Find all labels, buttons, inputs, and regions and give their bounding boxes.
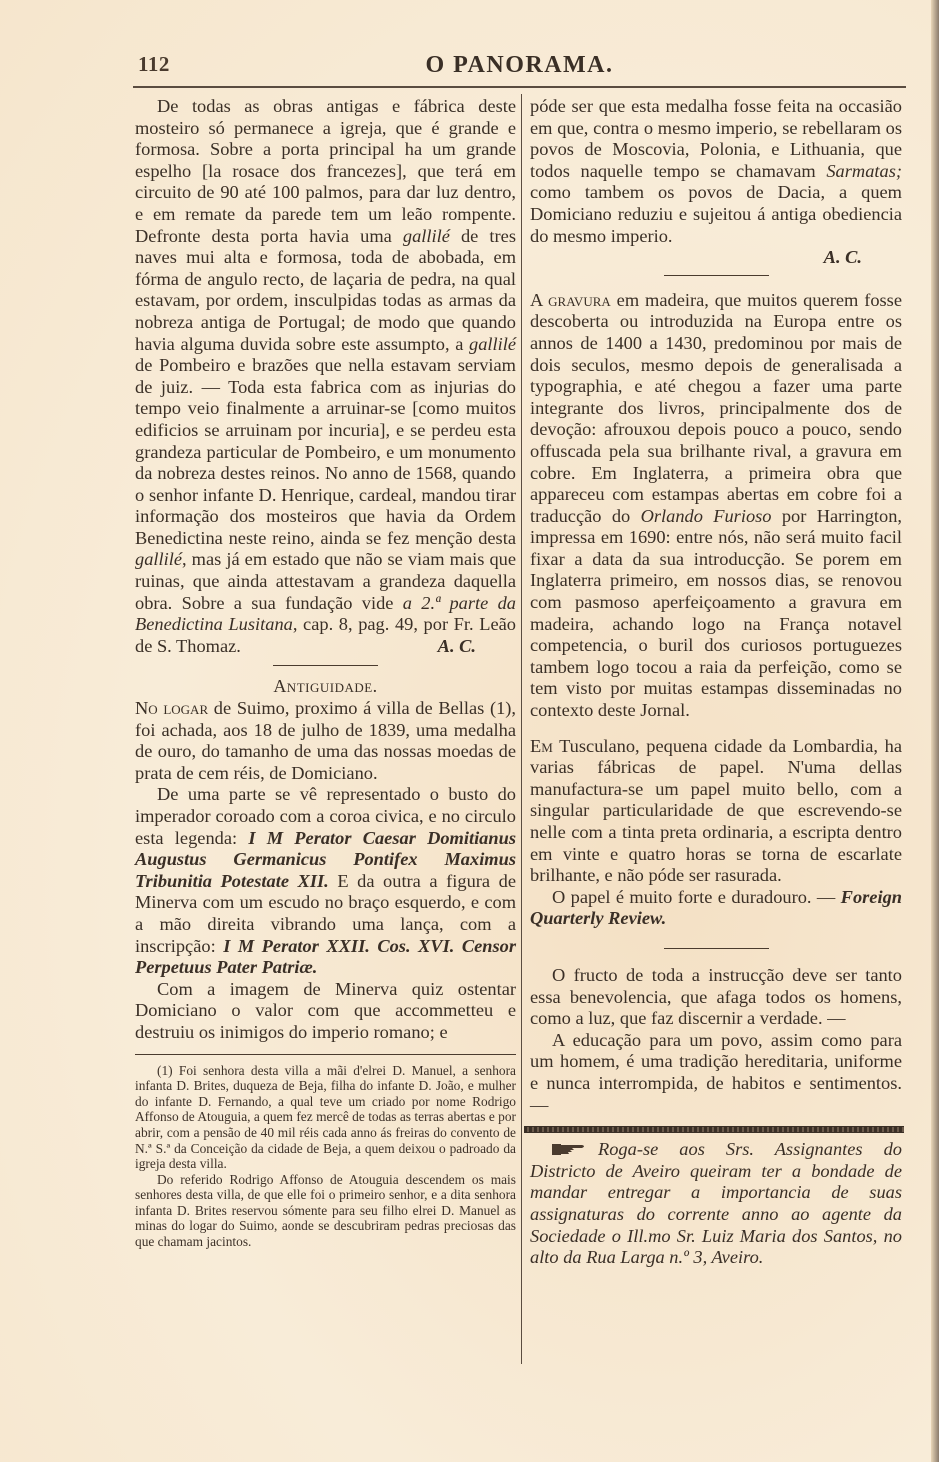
text: de Suimo, proximo á villa de Bellas (1), foi achada, aos 18 de julho de 1839, uma medalha de ouro, do tamanho de uma das nossas moedas de prata de cem réis, de Domiciano. [135,698,516,783]
page-edge-shadow [931,0,939,1462]
inscription: I M Perator Caesar Domitianus Augustus Germanicus Pontifex Maximus Tribunitia Potestate XII. [135,827,516,891]
text: , cap. 8, pag. 49, por Fr. Leão de S. Thomaz. [135,614,516,656]
section-heading: Antiguidade. [273,676,378,697]
pointing-hand-icon [552,1141,588,1157]
text: por Harrington, impressa em 1690: entre nós, não será muito facil fixar a data da sua introducção. Se porem em Inglaterra primeiro, em nossos dias, se renovou com pasmoso aperfeiçoamento a gravura em madeira, achando logo na França notavel competencia, o buril dos curiosos portuguezes tambem logo tocou a raia da perfeição, como se tem visto por muitas estampas disseminadas no contexto deste Jornal. [530,505,903,721]
source-citation: Foreign Quarterly Review. [530,886,902,929]
inscription: I M Perator XXII. Cos. XVI. Censor Perpetuus Pater Patriæ. [135,935,516,978]
italic-term: Sarmatas; [826,160,902,181]
subscriber-notice [530,1139,902,1269]
article-gravura [530,290,902,722]
author-signature: A. C. [437,635,476,656]
text: E da outra a figura de Minerva com um escudo no braço esquerdo, e com a mão direita vibrando uma lança, com a inscripção: [135,870,516,956]
text: Roga-se aos Srs. Assignantes do Districto de Aveiro queiram ter a bondade de mandar entregar a importancia de suas assignaturas do corrente anno ao agente da Sociedade o Ill.mo Sr. Luiz Maria dos Santos, no alto da Rua Larga n.º 3, Aveiro. [530,1139,902,1268]
paragraph [135,784,516,978]
journal-title: O PANORAMA. [425,52,614,78]
paragraph: Com a imagem de Minerva quiz ostentar Domiciano o valor com que accommetteu e destruiu os inimigos do imperio romano; e [135,978,516,1042]
text: De uma parte se vê representado o busto do imperador coroado com a coroa civica, e no circulo esta legenda: [135,784,516,848]
author-signature: A. C. [823,247,862,268]
footnote: Do referido Rodrigo Affonso de Atouguia descendem os mais senhores desta villa, de que elle foi o primeiro senhor, e a dita senhora infanta D. Brites reservou sómente para seu filho elrei D. Manuel as minas do logar do Suimo, aonde se descubriram pedras preciosas das que chamam jacintos. [135,1171,516,1250]
text: De todas as obras antigas e fábrica deste mosteiro só permanece a igreja, que é grande e formosa. Sobre a porta principal ha um grande espelho [la rosace dos francezes], que terá em circuito de 90 até 100 palmos, para dar luz dentro, e em remate da parede tem um leão rompente. Defronte desta porta havia uma [135,96,516,246]
italic-title: Orlando Furioso [640,505,772,526]
column-divider [521,94,522,1364]
page-header [133,48,906,84]
notice-rule [524,1126,904,1133]
paragraph [530,96,902,247]
maxim: O fructo de toda a instrucção deve ser tanto essa benevolencia, que afaga todos os homens, como a luz, que faz discernir a verdade. — [530,964,902,1029]
paragraph [530,887,902,930]
text: como tambem os povos de Dacia, a quem Domiciano reduziu e sujeitou á antiga obediencia do mesmo imperio. [530,182,902,246]
article-papel [530,736,902,887]
article-antiguidade [135,698,516,784]
text: póde ser que esta medalha fosse feita na occasião em que, contra o mesmo imperio, se rebellaram os povos de Moscovia, Polonia, e Lithuania, que todos naquelle tempo se chamavam [530,96,902,181]
text: em madeira, que muitos querem fosse descoberta ou introduzida na Europa entre os annos de 1400 a 1430, predominou por mais de dois seculos, mesmo depois de generalisada a typographia, e até chegou a fazer uma parte integrante dos livros, principalmente dos de devoção: afrouxou depois pouco a pouco, sendo offuscada pela sua brilhante rival, a gravura em cobre. Em Inglaterra, a primeira obra que appareceu com estampas abertas em cobre foi a traducção do [530,289,902,526]
header-rule [133,86,906,88]
text: O papel é muito forte e duradouro. — [552,886,836,907]
article-pombeiro [135,96,516,657]
text: de Pombeiro e brazões que nella estavam serviam de juiz. — Toda esta fabrica com as injurias do tempo veio finalmente a arruinar-se [como muitos edificios se arruinam por incuria], e se perdeu esta grandeza particular de Pombeiro, e um monumento da nobreza destes reinos. No anno de 1568, quando o senhor infante D. Henrique, cardeal, mandou tirar informação dos mosteiros que havia da Ordem Benedictina neste reino, ainda se fez menção desta [135,355,516,548]
section-separator [273,665,378,666]
footnote: (1) Foi senhora desta villa a mãi d'elrei D. Manuel, a senhora infanta D. Brites, duqueza de Beja, filha do infante D. João, e mulher do infante D. Fernando, a qual teve um criado por nome Rodrigo Affonso de Atouguia, a quem fez mercê de todas as terras abertas e por abrir, com a pensão de 40 mil réis cada anno ás freiras do convento de N.ª S.ª da Conceição da cidade de Beja, a quem deixou o padroado da igreja desta villa. [135,1062,516,1172]
footnote-rule [135,1054,516,1055]
right-column [530,96,902,1269]
italic-term: gallilé [135,549,182,570]
text: Tusculano, pequena cidade da Lombardia, ha varias fábricas de papel. N'uma dellas manufactura-se um papel muito bello, com a singular particularidade de que escrevendo-se nelle com a tinta preta ordinaria, a escripta dentro em vinte e quatro horas se torna de escarlate brilhante, e não póde ser rasurada. [530,735,902,886]
lead-words: A gravura [530,289,611,310]
italic-term: gallilé [402,225,450,246]
italic-term: gallilé [469,333,516,354]
page-number: 112 [138,52,170,76]
maxim: A educação para um povo, assim como para um homem, é uma tradição hereditaria, uniforme e nunca interrompida, de habitos e sentimentos. — [530,1029,902,1115]
left-column [135,96,516,1250]
text: de tres naves mui alta e formosa, toda de abobada, em fórma de angulo recto, de laçaria de pedra, na qual estavam, por ordem, insculpidas todas as armas da nobreza antiga de Portugal; de modo que quando havia alguma duvida sobre este assumpto, a [135,225,516,354]
text: , mas já em estado que não se viam mais que ruinas, que ainda attestavam a grandeza daquella obra. Sobre a sua fundação vide [135,549,516,613]
lead-words: No logar [135,698,209,719]
lead-words: Em [530,735,553,756]
citation: a 2.ª parte da Benedictina Lusitana [135,592,516,635]
